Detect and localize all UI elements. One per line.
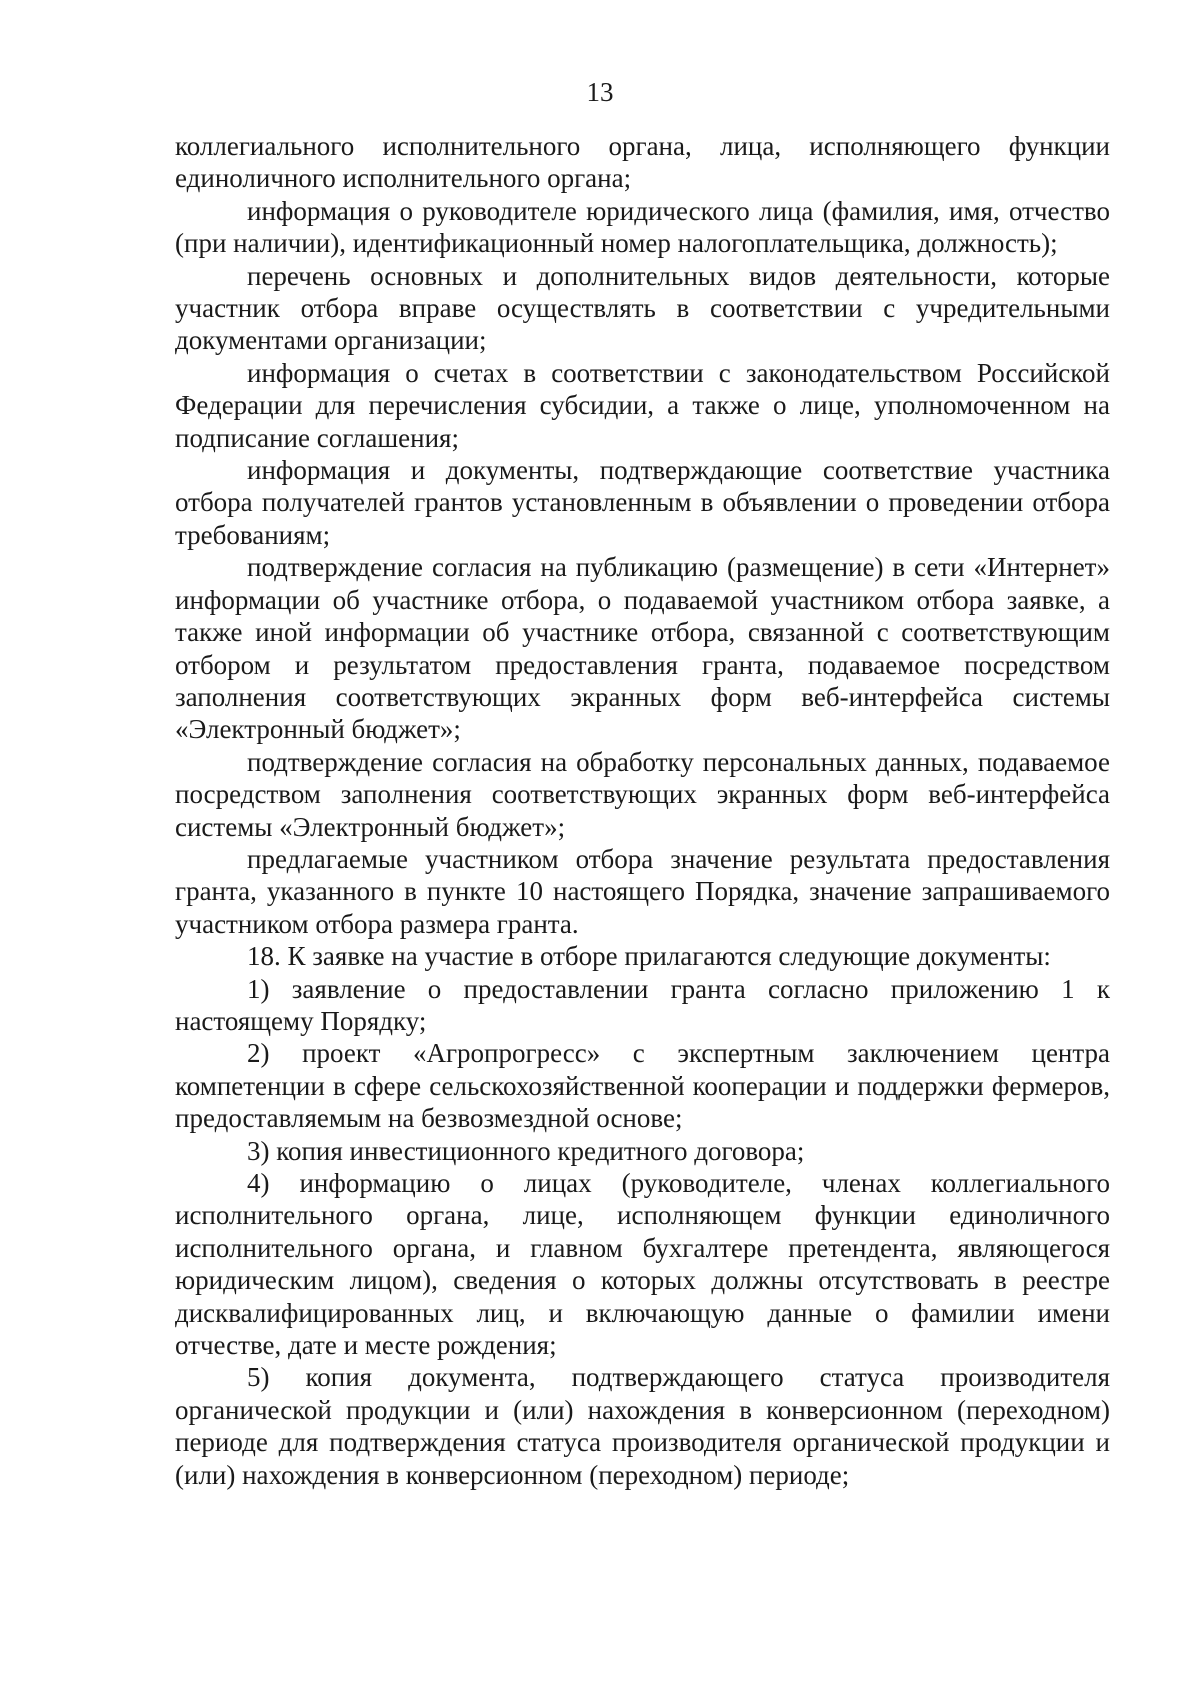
paragraph-publication-consent: подтверждение согласия на публикацию (размещение) в сети «Интернет» информации об участнике отбора, о подаваемой участником отбора заявке, а также иной информации об участнике отбора, связанной с соответствующим отбором и результатом предоставления гранта, подаваемое посредством заполнения соответствующих экранных форм веб-интерфейса системы «Электронный бюджет»; <box>175 552 1110 745</box>
page-number: 13 <box>586 77 614 107</box>
paragraph-grant-result: предлагаемые участником отбора значение результата предоставления гранта, указанного в пункте 10 настоящего Порядка, значение запрашиваемого участником отбора размера гранта. <box>175 843 1110 939</box>
list-item-2: 2) проект «Агропрогресс» с экспертным заключением центра компетенции в сфере сельскохозяйственной кооперации и поддержки фермеров, предоставляемым на безвозмездной основе; <box>175 1038 1110 1134</box>
list-item-1: 1) заявление о предоставлении гранта согласно приложению 1 к настоящему Порядку; <box>175 973 1110 1036</box>
paragraph-compliance-docs: информация и документы, подтверждающие соответствие участника отбора получателей грантов установленным в объявлении о проведении отбора требованиям; <box>175 455 1110 550</box>
paragraph-continuation: коллегиального исполнительного органа, лица, исполняющего функции единоличного исполнительного органа; <box>175 131 1110 194</box>
list-item-4: 4) информацию о лицах (руководителе, членах коллегиального исполнительного органа, лице, исполняющем функции единоличного исполнительного органа, и главном бухгалтере претендента, являющегося юридическим лицом), сведения о которых должны отсутствовать в реестре дисквалифицированных лиц, и включающую данные о фамилии имени отчестве, дате и месте рождения; <box>175 1168 1110 1361</box>
paragraph-personal-data-consent: подтверждение согласия на обработку персональных данных, подаваемое посредством заполнения соответствующих экранных форм веб-интерфейса системы «Электронный бюджет»; <box>175 746 1110 842</box>
paragraph-head-info: информация о руководителе юридического лица (фамилия, имя, отчество (при наличии), идентификационный номер налогоплательщика, должность); <box>175 195 1110 259</box>
paragraph-accounts: информация о счетах в соответствии с законодательством Российской Федерации для перечисления субсидии, а также о лице, уполномоченном на подписание соглашения; <box>175 357 1110 453</box>
list-item-3: 3) копия инвестиционного кредитного договора; <box>247 1135 805 1166</box>
list-item-5: 5) копия документа, подтверждающего статуса производителя органической продукции и (или) нахождения в конверсионном (переходном) периоде для подтверждения статуса производителя органической продукции и (или) нахождения в конверсионном (переходном) периоде; <box>175 1362 1110 1490</box>
paragraph-section-18: 18. К заявке на участие в отборе прилагаются следующие документы: <box>247 941 1051 972</box>
document-body <box>175 130 1110 1491</box>
paragraph-activities: перечень основных и дополнительных видов деятельности, которые участник отбора вправе осуществлять в соответствии с учредительными документами организации; <box>175 260 1110 356</box>
